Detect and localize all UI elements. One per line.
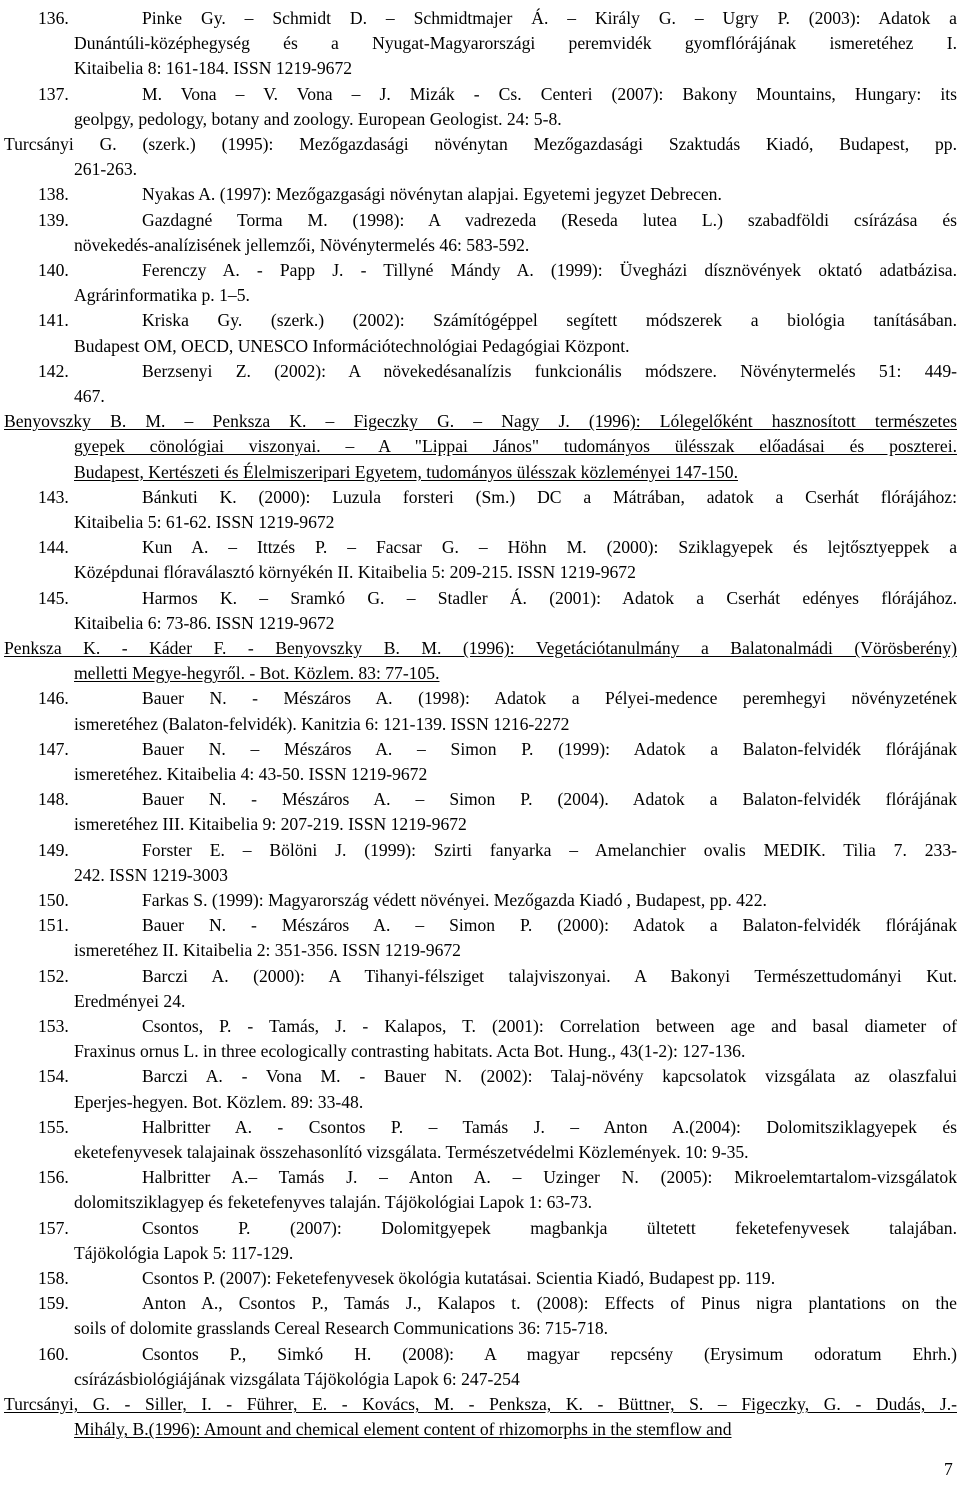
reference-line: növekedés-analízisének jellemzői, Növénytermelés 46: 583-592. — [74, 234, 530, 255]
reference-line: gyepek cönológiai viszonyai. – A "Lippai János" tudományos ülésszak előadásai és poszterei. — [74, 436, 957, 457]
reference-line: Fraxinus ornus L. in three ecologically contrasting habitats. Acta Bot. Hung., 43(1-2): 127-136. — [74, 1041, 746, 1062]
reference-line: Anton A., Csontos P., Tamás J., Kalapos t. (2008): Effects of Pinus nigra plantations on the — [142, 1293, 957, 1314]
reference-line: Farkas S. (1999): Magyarország védett növényei. Mezőgazda Kiadó , Budapest, pp. 422. — [142, 890, 767, 910]
reference-line: Halbritter A. - Csontos P. – Tamás J. – Anton A.(2004): Dolomitsziklagyepek és — [142, 1116, 957, 1137]
reference-line: Agrárinformatika p. 1–5. — [74, 285, 250, 306]
reference-number: 147. — [38, 738, 69, 759]
reference-number: 156. — [38, 1167, 69, 1188]
reference-number: 142. — [38, 360, 69, 381]
reference-line: Benyovszky B. M. – Penksza K. – Figeczky G. – Nagy J. (1996): Lólegelőként hasznosított természetes — [4, 411, 957, 432]
reference-number: 157. — [38, 1217, 69, 1238]
reference-number: 151. — [38, 915, 69, 936]
reference-line: Barczi A. - Vona M. - Bauer N. (2002): Talaj-növény kapcsolatok vizsgálata az olaszfalui — [142, 1066, 957, 1087]
reference-line: geolpgy, pedology, botany and zoology. European Geologist. 24: 5-8. — [74, 108, 562, 129]
reference-line: Eredményei 24. — [74, 990, 186, 1011]
reference-line: Kitaibelia 5: 61-62. ISSN 1219-9672 — [74, 512, 335, 532]
reference-number: 144. — [38, 537, 69, 558]
reference-line: ismeretéhez II. Kitaibelia 2: 351-356. ISSN 1219-9672 — [74, 940, 461, 961]
reference-line: Csontos, P. - Tamás, J. - Kalapos, T. (2001): Correlation between age and basal diameter of — [142, 1016, 957, 1036]
reference-number: 148. — [38, 789, 69, 810]
reference-line: Eperjes-hegyen. Bot. Közlem. 89: 33-48. — [74, 1091, 364, 1112]
reference-line: Kriska Gy. (szerk.) (2002): Számítógéppel segített módszerek a biológia tanításában. — [142, 310, 957, 331]
reference-number: 160. — [38, 1343, 69, 1364]
reference-line: csírázásbiológiájának vizsgálata Tájökológia Lapok 6: 247-254 — [74, 1368, 520, 1389]
reference-number: 137. — [38, 83, 69, 104]
reference-line: Gazdagné Torma M. (1998): A vadrezeda (Reseda lutea L.) szabadföldi csírázása és — [142, 209, 957, 230]
reference-line: Kitaibelia 8: 161-184. ISSN 1219-9672 — [74, 58, 353, 79]
reference-line: Budapest, Kertészeti és Élelmiszeripari Egyetem, tudományos ülésszak közleményei 147-150. — [74, 461, 738, 482]
page-number: 7 — [944, 1459, 953, 1479]
reference-number: 153. — [38, 1016, 69, 1036]
reference-line: Mihály, B.(1996): Amount and chemical element content of rhizomorphs in the stemflow and — [74, 1419, 732, 1440]
reference-line: 467. — [74, 386, 105, 406]
reference-line: ismeretéhez (Balaton-felvidék). Kanitzia 6: 121-139. ISSN 1216-2272 — [74, 713, 570, 734]
reference-line: Halbritter A.– Tamás J. – Anton A. – Uzinger N. (2005): Mikroelemtartalom-vizsgálatok — [142, 1167, 957, 1188]
reference-number: 140. — [38, 260, 69, 280]
reference-line: Forster E. – Bölöni J. (1999): Szirti fanyarka – Amelanchier ovalis MEDIK. Tilia 7. 233- — [142, 839, 957, 860]
reference-number: 155. — [38, 1116, 69, 1137]
reference-line: Harmos K. – Sramkó G. – Stadler Á. (2001): Adatok a Cserhát edényes flórájához. — [142, 587, 957, 608]
reference-number: 154. — [38, 1066, 69, 1087]
reference-line: Nyakas A. (1997): Mezőgazgasági növénytan alapjai. Egyetemi jegyzet Debrecen. — [142, 184, 722, 205]
reference-line: dolomitsziklagyep és feketefenyves talaján. Tájökológiai Lapok 1: 63-73. — [74, 1192, 593, 1213]
reference-number: 152. — [38, 965, 69, 986]
reference-line: Bauer N. - Mészáros A. (1998): Adatok a Pélyei-medence peremhegyi növényzetének — [142, 688, 957, 709]
reference-line: soils of dolomite grasslands Cereal Research Communications 36: 715-718. — [74, 1318, 609, 1339]
reference-number: 138. — [38, 184, 69, 205]
reference-line: Barczi A. (2000): A Tihanyi-félsziget talajviszonyai. A Bakonyi Természettudományi Kut. — [142, 965, 957, 986]
reference-line: Pinke Gy. – Schmidt D. – Schmidtmajer Á. – Király G. – Ugry P. (2003): Adatok a — [142, 8, 957, 28]
reference-number: 139. — [38, 209, 69, 230]
reference-line: Középdunai flóraválasztó környékén II. Kitaibelia 5: 209-215. ISSN 1219-9672 — [74, 562, 636, 583]
reference-line: Turcsányi, G. - Siller, I. - Führer, E. - Kovács, M. - Penksza, K. - Büttner, S. – Figeczky, G. - Dudás, J.- — [4, 1394, 957, 1414]
reference-line: Csontos P. (2007): Dolomitgyepek magbankja ültetett feketefenyvesek talajában. — [142, 1217, 957, 1238]
reference-line: Budapest OM, OECD, UNESCO Információtechnológiai Pedagógiai Központ. — [74, 335, 630, 356]
reference-line: Turcsányi G. (szerk.) (1995): Mezőgazdasági növénytan Mezőgazdasági Szaktudás Kiadó, Budapest, pp. — [4, 134, 957, 154]
reference-line: M. Vona – V. Vona – J. Mizák - Cs. Centeri (2007): Bakony Mountains, Hungary: its — [142, 83, 957, 104]
reference-line: Kun A. – Ittzés P. – Facsar G. – Höhn M. (2000): Sziklagyepek és lejtősztyeppek a — [142, 537, 957, 558]
reference-number: 149. — [38, 839, 69, 860]
reference-line: Bauer N. - Mészáros A. – Simon P. (2004). Adatok a Balaton-felvidék flórájának — [142, 789, 957, 810]
reference-number: 136. — [38, 8, 69, 28]
reference-line: Penksza K. - Káder F. - Benyovszky B. M. (1996): Vegetációtanulmány a Balatonalmádi (Vörösberény) — [4, 638, 957, 658]
reference-line: Bauer N. - Mészáros A. – Simon P. (2000): Adatok a Balaton-felvidék flórájának — [142, 915, 957, 936]
reference-line: Bánkuti K. (2000): Luzula forsteri (Sm.) DC a Mátrában, adatok a Cserhát flórájához: — [142, 486, 957, 507]
reference-line: 242. ISSN 1219-3003 — [74, 864, 228, 885]
reference-number: 143. — [38, 486, 69, 507]
reference-number: 150. — [38, 890, 69, 910]
reference-number: 159. — [38, 1293, 69, 1314]
reference-line: Csontos P., Simkó H. (2008): A magyar repcsény (Erysimum odoratum Ehrh.) — [142, 1343, 957, 1364]
reference-number: 146. — [38, 688, 69, 709]
reference-line: Berzsenyi Z. (2002): A növekedésanalízis funkcionális módszere. Növénytermelés 51: 449- — [142, 360, 957, 381]
reference-line: Kitaibelia 6: 73-86. ISSN 1219-9672 — [74, 612, 335, 633]
reference-line: ismeretéhez III. Kitaibelia 9: 207-219. ISSN 1219-9672 — [74, 814, 467, 835]
reference-number: 145. — [38, 587, 69, 608]
reference-number: 141. — [38, 310, 69, 331]
reference-line: Ferenczy A. - Papp J. - Tillyné Mándy A. (1999): Üvegházi dísznövények oktató adatbázisa. — [142, 260, 957, 280]
reference-line: melletti Megye-hegyről. - Bot. Közlem. 83: 77-105. — [74, 663, 440, 684]
reference-line: Csontos P. (2007): Feketefenyvesek ökológia kutatásai. Scientia Kiadó, Budapest pp. 119. — [142, 1268, 776, 1288]
reference-line: ismeretéhez. Kitaibelia 4: 43-50. ISSN 1219-9672 — [74, 764, 428, 784]
reference-line: eketefenyvesek talajainak összehasonlító vizsgálata. Természetvédelmi Közlemények. 10: 9-35. — [74, 1142, 749, 1162]
reference-line: 261-263. — [74, 159, 138, 180]
reference-number: 158. — [38, 1268, 69, 1288]
reference-line: Tájökológia Lapok 5: 117-129. — [74, 1242, 294, 1263]
reference-line: Dunántúli-középhegység és a Nyugat-Magyarországi peremvidék gyomflórájának ismeretéhez I. — [74, 33, 957, 54]
reference-line: Bauer N. – Mészáros A. – Simon P. (1999): Adatok a Balaton-felvidék flórájának — [142, 738, 957, 759]
